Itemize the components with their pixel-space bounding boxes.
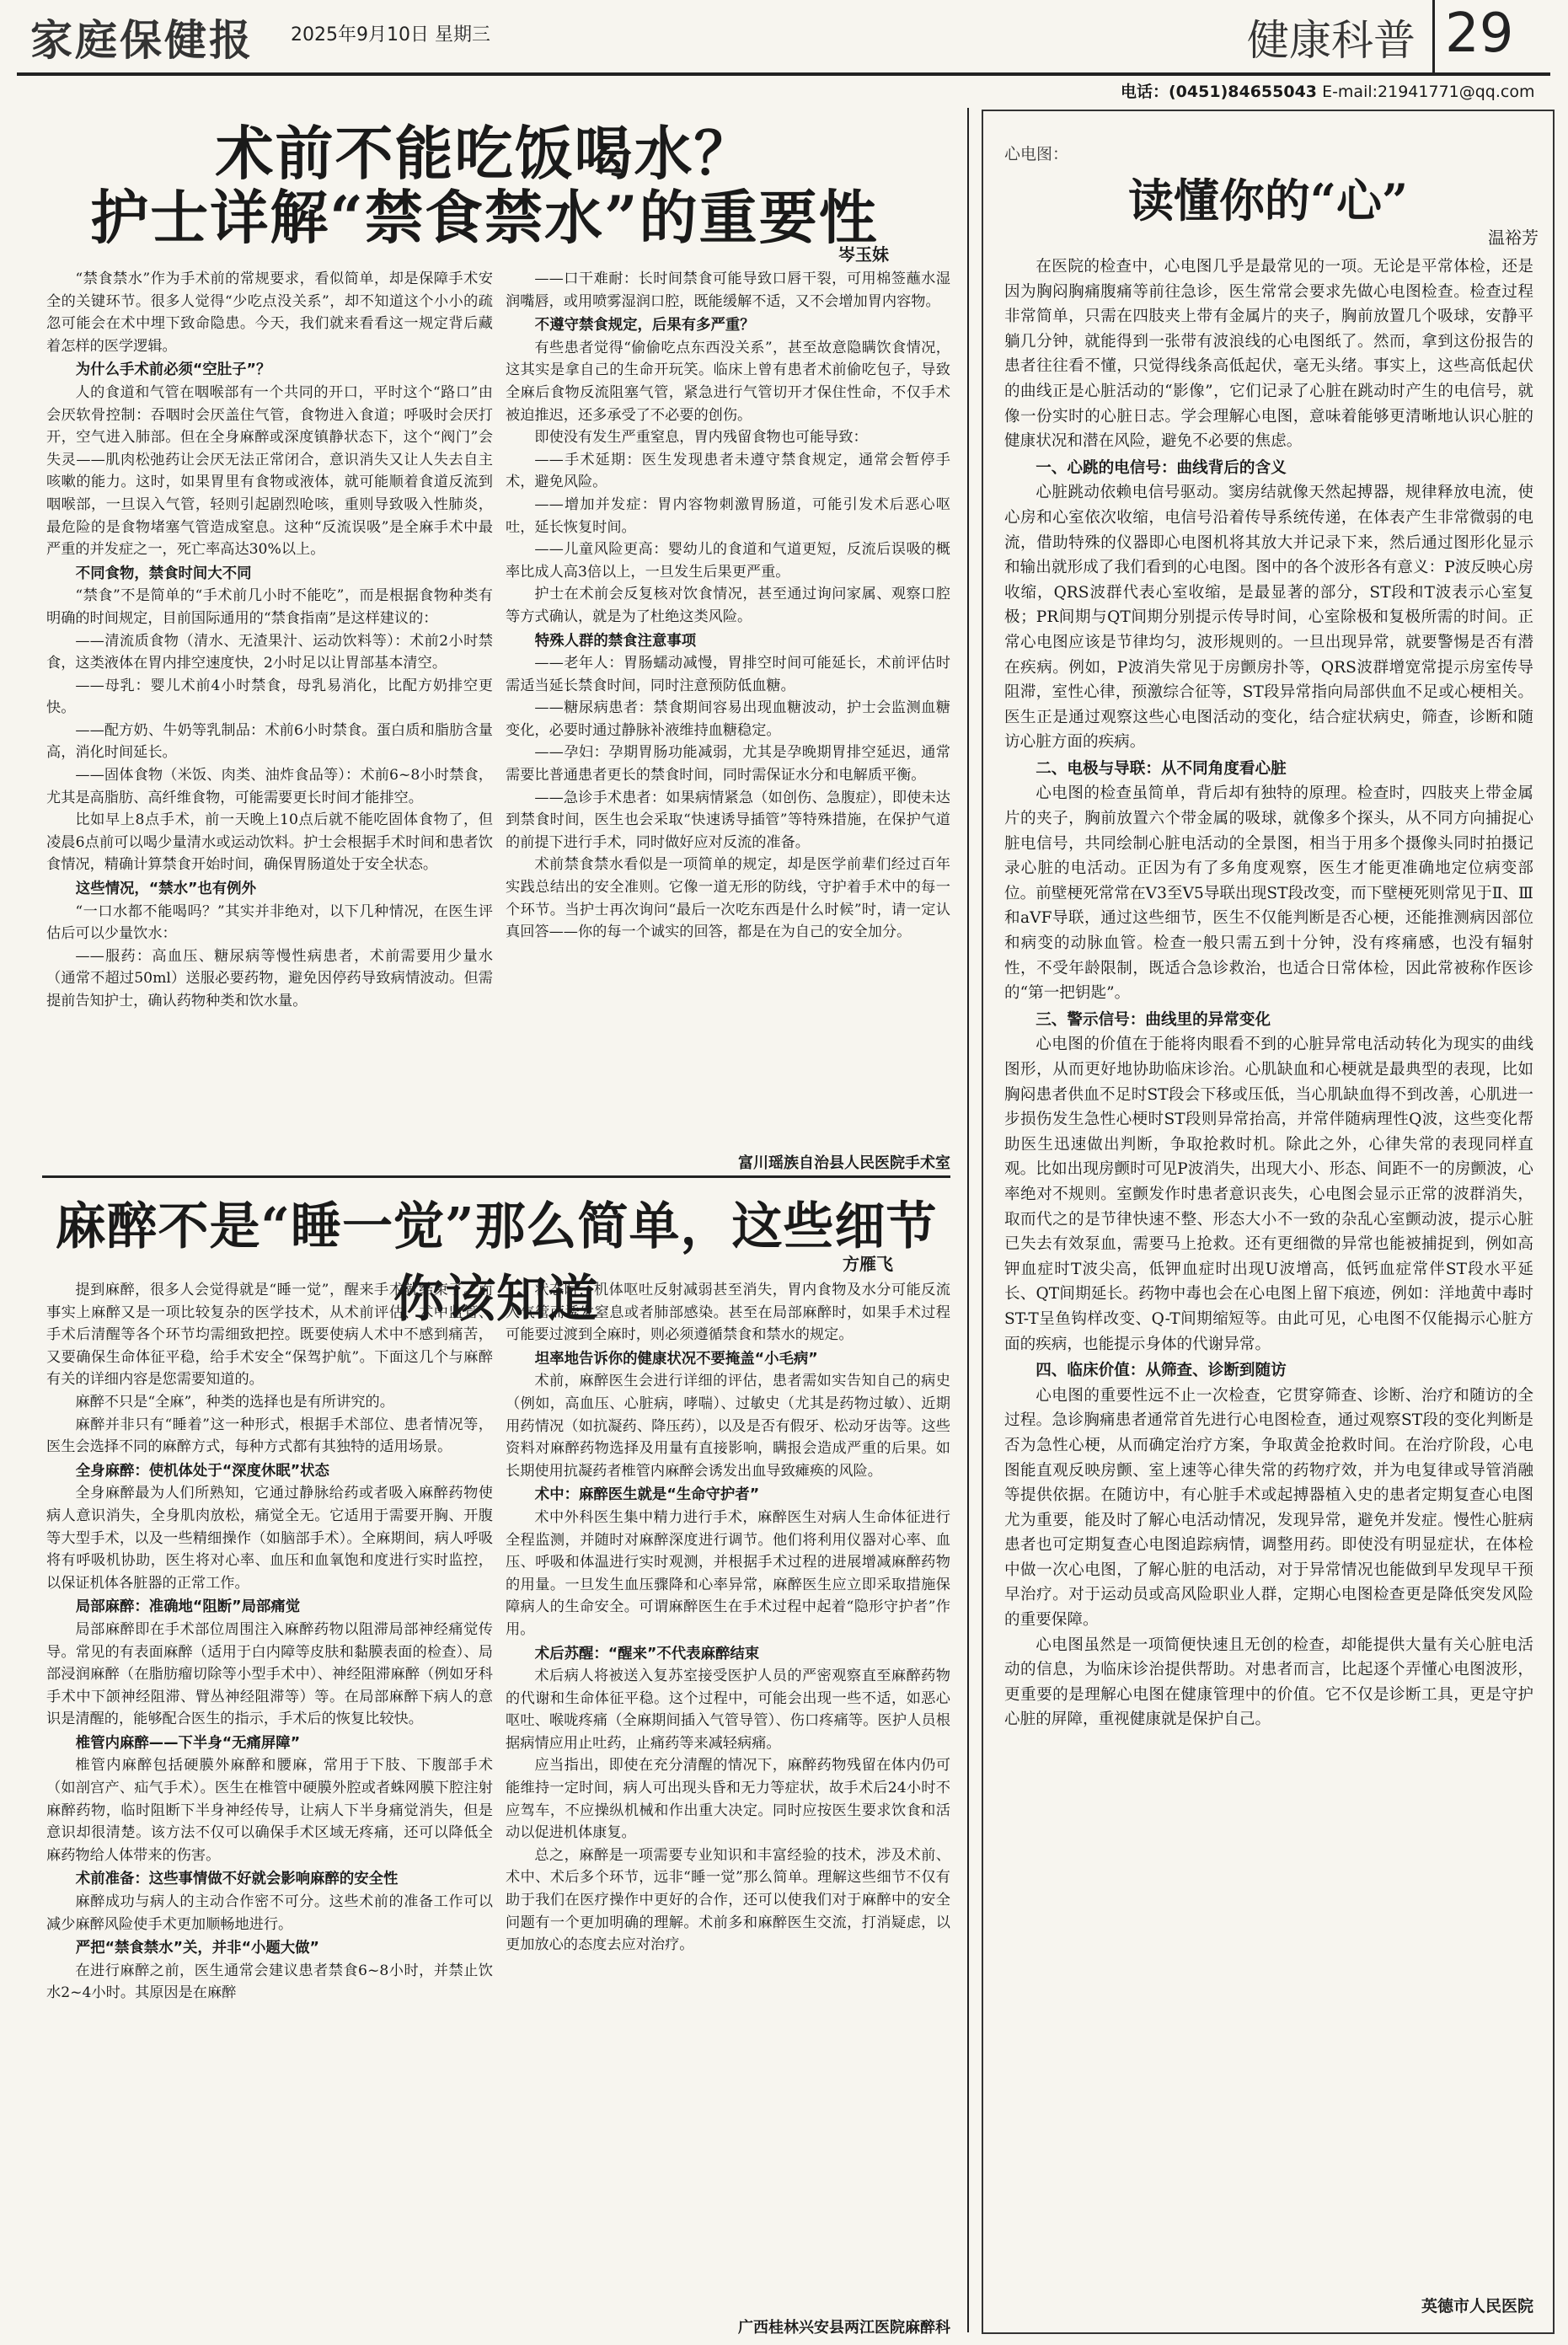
paragraph: ——配方奶、牛奶等乳制品：术前6小时禁食。蛋白质和脂肪含量高，消化时间延长。 [46, 721, 493, 762]
paragraph: 总之，麻醉是一项需要专业知识和丰富经验的技术，涉及术前、术中、术后多个环节，远非“睡一觉”那么简单。理解这些细节不仅有助于我们在医疗操作中更好的合作，还可以使我们对于麻醉中的安全问题有一个更加明确的理解。术前多和麻醉医生交流，打消疑虑，以更加放心的态度去应对治疗。 [506, 1846, 950, 1954]
paragraph: 心电图的重要性远不止一次检查，它贯穿筛查、诊断、治疗和随访的全过程。急诊胸痛患者通常首先进行心电图检查，通过观察ST段的变化判断是否为急性心梗，从而确定治疗方案，争取黄金抢救时间。在治疗阶段，心电图能直观反映房颤、室上速等心律失常的药物疗效，并为电复律或导管消融等提供依据。在随访中，有心脏手术或起搏器植入史的患者定期复查心电图尤为重要，能及时了解心电活动情况，发现异常，避免并发症。慢性心脏病患者也可定期复查心电图追踪病情，调整用药。即使没有明显症状，在体检中做一次心电图，了解心脏的电活动，对于异常情况也能做到早发现早干预早治疗。对于运动员或高风险职业人群，定期心电图检查更是降低突发风险的重要保障。 [1004, 1386, 1533, 1630]
paragraph: 术前，麻醉医生会进行详细的评估，患者需如实告知自己的病史（例如，高血压、心脏病，哮喘）、过敏史（尤其是药物过敏）、近期用药情况（如抗凝药、降压药），以及是否有假牙、松动牙齿等。这些资料对麻醉药物选择及用量有直接影响，瞒报会造成严重的后果。如长期使用抗凝药者椎管内麻醉会诱发出血导致瘫痪的风险。 [506, 1373, 950, 1480]
article3-institution: 英德市人民医院 [1421, 2297, 1533, 2316]
paragraph: 术前禁食禁水看似是一项简单的规定，却是医学前辈们经过百年实践总结出的安全准则。它像一道无形的防线，守护着手术中的每一个环节。当护士再次询问“最后一次吃东西是什么时候”时，请一定认真回答——你的每一个诚实的回答，都是在为自己的安全加分。 [506, 856, 950, 941]
paragraph: ——手术延期：医生发现患者未遵守禁食规定，通常会暂停手术，避免风险。 [506, 451, 950, 491]
subheading: 这些情况，“禁水”也有例外 [75, 881, 256, 898]
paragraph: ——糖尿病患者：禁食期间容易出现血糖波动，护士会监测血糖变化，必要时通过静脉补液维持血糖稳定。 [506, 699, 950, 739]
article1-author: 岑玉妹 [838, 244, 889, 265]
paragraph: 提到麻醉，很多人会觉得就是“睡一觉”，醒来手术就结束了。而事实上麻醉又是一项比较复杂的医学技术，从术前评估、术中监管、手术后清醒等各个环节均需细致把控。既要使病人术中不感到痛苦，又要确保生命体征平稳，给手术安全“保驾护航”。下面这几个与麻醉有关的详细内容是您需要知道的。 [46, 1282, 493, 1389]
article3-kicker: 心电图： [1004, 145, 1069, 163]
paragraph: ——母乳：婴儿术前4小时禁食，母乳易消化，比配方奶排空更快。 [46, 677, 493, 717]
paragraph: 心电图虽然是一项简便快速且无创的检查，却能提供大量有关心脏电活动的信息，为临床诊治提供帮助。对患者而言，比起逐个弄懂心电图波形，更重要的是理解心电图在健康管理中的价值。它不仅是诊断工具，更是守护心脏的屏障，重视健康就是保护自己。 [1004, 1636, 1533, 1729]
article3-body [1004, 254, 1533, 1732]
subheading: 四、临床价值：从筛查、诊断到随访 [1036, 1362, 1287, 1380]
article1-headline [42, 122, 927, 250]
newspaper-name: 家庭保健报 [30, 15, 254, 65]
page-number: 29 [1432, 0, 1513, 74]
paragraph: ——增加并发症：胃内容物刺激胃肠道，可能引发术后恶心呕吐，延长恢复时间。 [506, 495, 950, 536]
paragraph: ——急诊手术患者：如果病情紧急（如创伤、急腹症），即使未达到禁食时间，医生也会采取“快速诱导插管”等特殊措施，在保护气道的前提下进行手术，同时做好应对反流的准备。 [506, 789, 950, 851]
subheading: 局部麻醉：准确地“阻断”局部痛觉 [75, 1598, 301, 1616]
article2-column-1 [46, 1279, 493, 2005]
article3-author: 温裕芳 [1488, 228, 1539, 248]
paragraph: “禁食禁水”作为手术前的常规要求，看似简单，却是保障手术安全的关键环节。很多人觉得“少吃点没关系”，却不知道这个小小的疏忽可能会在术中埋下致命隐患。今天，我们就来看看这一规定背后藏着怎样的医学逻辑。 [46, 270, 493, 355]
article2-institution: 广西桂林兴安县两江医院麻醉科 [738, 2319, 950, 2337]
subheading: 不遵守禁食规定，后果有多严重？ [534, 317, 755, 335]
paragraph: 比如早上8点手术，前一天晚上10点后就不能吃固体食物了，但凌晨6点前可以喝少量清水或运动饮料。护士会根据手术时间和患者饮食情况，精确计算禁食开始时间，确保胃肠道处于安全状态。 [46, 811, 493, 874]
contact-line [1121, 79, 1534, 102]
paragraph: 麻醉不只是“全麻”，种类的选择也是有所讲究的。 [75, 1393, 394, 1411]
column-divider [967, 108, 969, 2332]
contact-phone: 电话：(0451)84655043 [1121, 83, 1318, 101]
section-title: 健康科普 [1247, 16, 1415, 65]
paragraph: 心脏跳动依赖电信号驱动。窦房结就像天然起搏器，规律释放电流，使心房和心室依次收缩，电信号沿着传导系统传递，在体表产生非常微弱的电流，借助特殊的仪器即心电图机将其放大并记录下来，然后通过图形化显示和输出就形成了我们看到的心电图。图中的各个波形各有意义：P波反映心房收缩，QRS波群代表心室收缩，是最显著的部分，ST段和T波表示心室复极；PR间期与QT间期分别提示传导时间，心室除极和复极所需的时间。正常心电图应该是节律均匀，波形规则的。一旦出现异常，就要警惕是否有潜在疾病。例如，P波消失常见于房颤房扑等，QRS波群增宽常提示房室传导阻滞，室性心律，预激综合征等，ST段异常指向局部供血不足或心梗相关。医生正是通过观察这些心电图活动的变化，结合症状病史，筛查，诊断和随访心脏方面的疾病。 [1004, 484, 1533, 752]
paragraph: 人的食道和气管在咽喉部有一个共同的开口，平时这个“路口”由会厌软骨控制：吞咽时会厌盖住气管，食物进入食道；呼吸时会厌打开，空气进入肺部。但在全身麻醉或深度镇静状态下，这个“阀门”会失灵——肌肉松弛药让会厌无法正常闭合，意识消失又让人失去自主咳嗽的能力。这时，如果胃里有食物或液体，就可能顺着食道反流到咽喉部，一旦误入气管，轻则引起剧烈呛咳，重则导致吸入性肺炎，最危险的是食物堵塞气管造成窒息。这种“反流误吸”是全麻手术中最严重的并发症之一，死亡率高达30%以上。 [46, 383, 493, 559]
paragraph: 即使没有发生严重窒息，胃内残留食物也可能导致： [534, 429, 868, 447]
article1-title-line1: 术前不能吃饭喝水？ [215, 120, 754, 188]
subheading: 术前准备：这些事情做不好就会影响麻醉的安全性 [75, 1871, 399, 1888]
article2-author: 方雁飞 [843, 1254, 893, 1274]
paragraph: 状态时，机体呕吐反射减弱甚至消失，胃内食物及水分可能反流入气管而诱发窒息或者肺部感染。甚至在局部麻醉时，如果手术过程可能要过渡到全麻时，则必须遵循禁食和禁水的规定。 [506, 1282, 950, 1344]
paragraph: ——固体食物（米饭、肉类、油炸食品等）：术前6~8小时禁食，尤其是高脂肪、高纤维食物，可能需要更长时间才能排空。 [46, 767, 493, 806]
subheading: 椎管内麻醉——下半身“无痛屏障” [75, 1734, 301, 1752]
paragraph: ——儿童风险更高：婴幼儿的食道和气道更短，反流后误吸的概率比成人高3倍以上，一旦发生后果更严重。 [506, 541, 950, 581]
subheading: 坦率地告诉你的健康状况不要掩盖“小毛病” [534, 1350, 818, 1368]
subheading: 全身麻醉：使机体处于“深度休眠”状态 [75, 1462, 329, 1480]
paragraph: 心电图的价值在于能将肉眼看不到的心脏异常电活动转化为现实的曲线图形，从而更好地协助临床诊治。心肌缺血和心梗就是最典型的表现，比如胸闷患者供血不足时ST段会下移或压低，当心肌缺血得不到改善，心肌进一步损伤发生急性心梗时ST段则异常抬高，并常伴随病理性Q波，这些变化帮助医生迅速做出判断，争取抢救时机。除此之外，心律失常的表现同样直观。比如出现房颤时可见P波消失，出现大小、形态、间距不一的房颤波，心率绝对不规则。室颤发作时患者意识丧失，心电图会显示正常的波群消失，取而代之的是节律快速不整、形态大小不一致的杂乱心室颤动波，提示心脏已失去有效泵血，需要马上抢救。还有更细微的异常也能被捕捉到，例如高钾血症时T波尖高，低钾血症时出现U波增高，低钙血症常伴ST段水平延长、QT间期延长。药物中毒也会在心电图上留下痕迹，例如：洋地黄中毒时ST-T呈鱼钩样改变、Q-T间期缩短等。由此可见，心电图不仅能揭示心脏方面的疾病，也能提示身体的代谢异常。 [1004, 1036, 1533, 1353]
contact-email: E-mail:21941771@qq.com [1322, 83, 1535, 101]
subheading: 二、电极与导联：从不同角度看心脏 [1036, 759, 1287, 778]
paragraph: ——服药：高血压、糖尿病等慢性病患者，术前需要用少量水（通常不超过50ml）送服必要药物，避免因停药导致病情波动。但需提前告知护士，确认药物种类和饮水量。 [46, 947, 493, 1009]
article1-institution: 富川瑶族自治县人民医院手术室 [738, 1154, 950, 1172]
paragraph: 有些患者觉得“偷偷吃点东西没关系”，甚至故意隐瞒饮食情况，这其实是拿自己的生命开玩笑。临床上曾有患者术前偷吃包子，导致全麻后食物反流阻塞气管，紧急进行气管切开才保住性命，不仅手术被迫推迟，还多承受了不必要的创伤。 [506, 339, 950, 424]
article-divider [42, 1175, 950, 1178]
paragraph: ——清流质食物（清水、无渣果汁、运动饮料等）：术前2小时禁食，这类液体在胃内排空速度快，2小时足以让胃部基本清空。 [46, 632, 493, 672]
paragraph: 护士在术前会反复核对饮食情况，甚至通过询问家属、观察口腔等方式确认，就是为了杜绝这类风险。 [506, 586, 950, 625]
paragraph: 应当指出，即使在充分清醒的情况下，麻醉药物残留在体内仍可能维持一定时间，病人可出现头昏和无力等症状，故手术后24小时不应驾车，不应操纵机械和作出重大决定。同时应按医生要求饮食和活动以促进机体康复。 [506, 1757, 950, 1842]
subheading: 一、心跳的电信号：曲线背后的含义 [1036, 458, 1287, 477]
paragraph: 术后病人将被送入复苏室接受医护人员的严密观察直至麻醉药物的代谢和生命体征平稳。这个过程中，可能会出现一些不适，如恶心呕吐、喉咙疼痛（全麻期间插入气管导管）、伤口疼痛等。医护人员根据病情应用止吐药，止痛药等来减轻病痛。 [506, 1668, 950, 1752]
paragraph: ——老年人：胃肠蠕动减慢，胃排空时间可能延长，术前评估时需适当延长禁食时间，同时注意预防低血糖。 [506, 655, 950, 694]
article1-column-1 [46, 268, 493, 1013]
paragraph: 椎管内麻醉包括硬膜外麻醉和腰麻，常用于下肢、下腹部手术（如剖宫产、疝气手术）。医生在椎管中硬膜外腔或者蛛网膜下腔注射麻醉药物，临时阻断下半身神经传导，让病人下半身痛觉消失，但是意识却很清楚。该方法不仅可以确保手术区域无疼痛，还可以降低全麻药物给人体带来的伤害。 [46, 1757, 493, 1864]
paragraph: “禁食”不是简单的“手术前几小时不能吃”，而是根据食物种类有明确的时间规定，目前国际通用的“禁食指南”是这样建议的： [46, 587, 493, 627]
article3-headline: 读懂你的“心” [1127, 174, 1409, 228]
subheading: 特殊人群的禁食注意事项 [534, 632, 697, 650]
paragraph: 在进行麻醉之前，医生通常会建议患者禁食6~8小时，并禁止饮水2~4小时。其原因是在麻醉 [46, 1962, 493, 2002]
paragraph: 麻醉并非只有“睡着”这一种形式，根据手术部位、患者情况等，医生会选择不同的麻醉方式，每种方式都有其独特的适用场景。 [46, 1416, 493, 1456]
article2-headline: 麻醉不是“睡一觉”那么简单，这些细节你该知道 [55, 1197, 938, 1329]
header-rule [17, 72, 1550, 76]
subheading: 术后苏醒：“醒来”不代表麻醉结束 [534, 1645, 760, 1662]
paragraph: 全身麻醉最为人们所熟知，它通过静脉给药或者吸入麻醉药物使病人意识消失，全身肌肉放松，痛觉全无。它适用于需要开胸、开腹等大型手术，以及一些精细操作（如脑部手术）。全麻期间，病人呼吸将有呼吸机协助，医生将对心率、血压和血氧饱和度进行实时监控，以保证机体各脏器的正常工作。 [46, 1485, 493, 1592]
paragraph: 术中外科医生集中精力进行手术，麻醉医生对病人生命体征进行全程监测，并随时对麻醉深度进行调节。他们将利用仪器对心率、血压、呼吸和体温进行实时观测，并根据手术过程的进展增减麻醉药物的用量。一旦发生血压骤降和心率异常，麻醉医生应立即采取措施保障病人的生命安全。可谓麻醉医生在手术过程中起着“隐形守护者”作用。 [506, 1508, 950, 1638]
paragraph: ——孕妇：孕期胃肠功能减弱，尤其是孕晚期胃排空延迟，通常需要比普通患者更长的禁食时间，同时需保证水分和电解质平衡。 [506, 744, 950, 784]
subheading: 术中：麻醉医生就是“生命守护者” [534, 1486, 760, 1504]
subheading: 不同食物，禁食时间大不同 [75, 565, 252, 582]
article1-title-line2: 护士详解“禁食禁水”的重要性 [90, 184, 879, 252]
article2-column-2 [506, 1279, 950, 1957]
paragraph: 心电图的检查虽简单，背后却有独特的原理。检查时，四肢夹上带金属片的夹子，胸前放置六个带金属的吸球，就像多个探头，从不同方向捕捉心脏电信号，共同绘制心脏电活动的全景图，相当于用多个摄像头同时拍摄记录心脏的电活动。正因为有了多角度观察，医生才能更准确地定位病变部位。前壁梗死常常在V3至V5导联出现ST段改变，而下壁梗死则常见于Ⅱ、Ⅲ和aVF导联，通过这些细节，医生不仅能判断是否心梗，还能推测病因部位和病变的动脉血管。检查一般只需五到十分钟，没有疼痛感，也没有辐射性，不受年龄限制，既适合急诊救治，也适合日常体检，因此常被称作医诊的“第一把钥匙”。 [1004, 784, 1533, 1003]
paragraph: 在医院的检查中，心电图几乎是最常见的一项。无论是平常体检，还是因为胸闷胸痛腹痛等前往急诊，医生常常会要求先做心电图检查。检查过程非常简单，只需在四肢夹上带有金属片的夹子，胸前放置几个吸球，安静平躺几分钟，就能得到一张带有波浪线的心电图纸了。然而，拿到这份报告的患者往往看不懂，只觉得线条高低起伏，毫无头绪。事实上，这些高低起伏的曲线正是心脏活动的“影像”，它们记录了心脏在跳动时产生的电信号，就像一份实时的心脏日志。学会理解心电图，意味着能够更清晰地认识心脏的健康状况和潜在风险，避免不必要的焦虑。 [1004, 258, 1533, 451]
subheading: 三、警示信号：曲线里的异常变化 [1036, 1010, 1271, 1029]
subheading: 为什么手术前必须“空肚子”？ [75, 361, 271, 379]
paragraph: 局部麻醉即在手术部位周围注入麻醉药物以阻滞局部神经痛觉传导。常见的有表面麻醉（适用于白内障等皮肤和黏膜表面的检查）、局部浸润麻醉（在脂肪瘤切除等小型手术中）、神经阻滞麻醉（例如牙科手术中下颌神经阻滞、臂丛神经阻滞等）等。在局部麻醉下病人的意识是清醒的，能够配合医生的指示，手术后的恢复比较快。 [46, 1620, 493, 1728]
paragraph: “一口水都不能喝吗？”其实并非绝对，以下几种情况，在医生评估后可以少量饮水： [46, 902, 493, 943]
article1-column-2 [506, 268, 950, 944]
issue-date: 2025年9月10日 星期三 [291, 24, 490, 46]
paragraph: 麻醉成功与病人的主动合作密不可分。这些术前的准备工作可以减少麻醉风险使手术更加顺畅地进行。 [46, 1893, 493, 1933]
subheading: 严把“禁食禁水”关，并非“小题大做” [75, 1940, 319, 1957]
paragraph: ——口干难耐：长时间禁食可能导致口唇干裂，可用棉签蘸水湿润嘴唇，或用喷雾湿润口腔，既能缓解不适，又不会增加胃内容物。 [506, 270, 950, 310]
